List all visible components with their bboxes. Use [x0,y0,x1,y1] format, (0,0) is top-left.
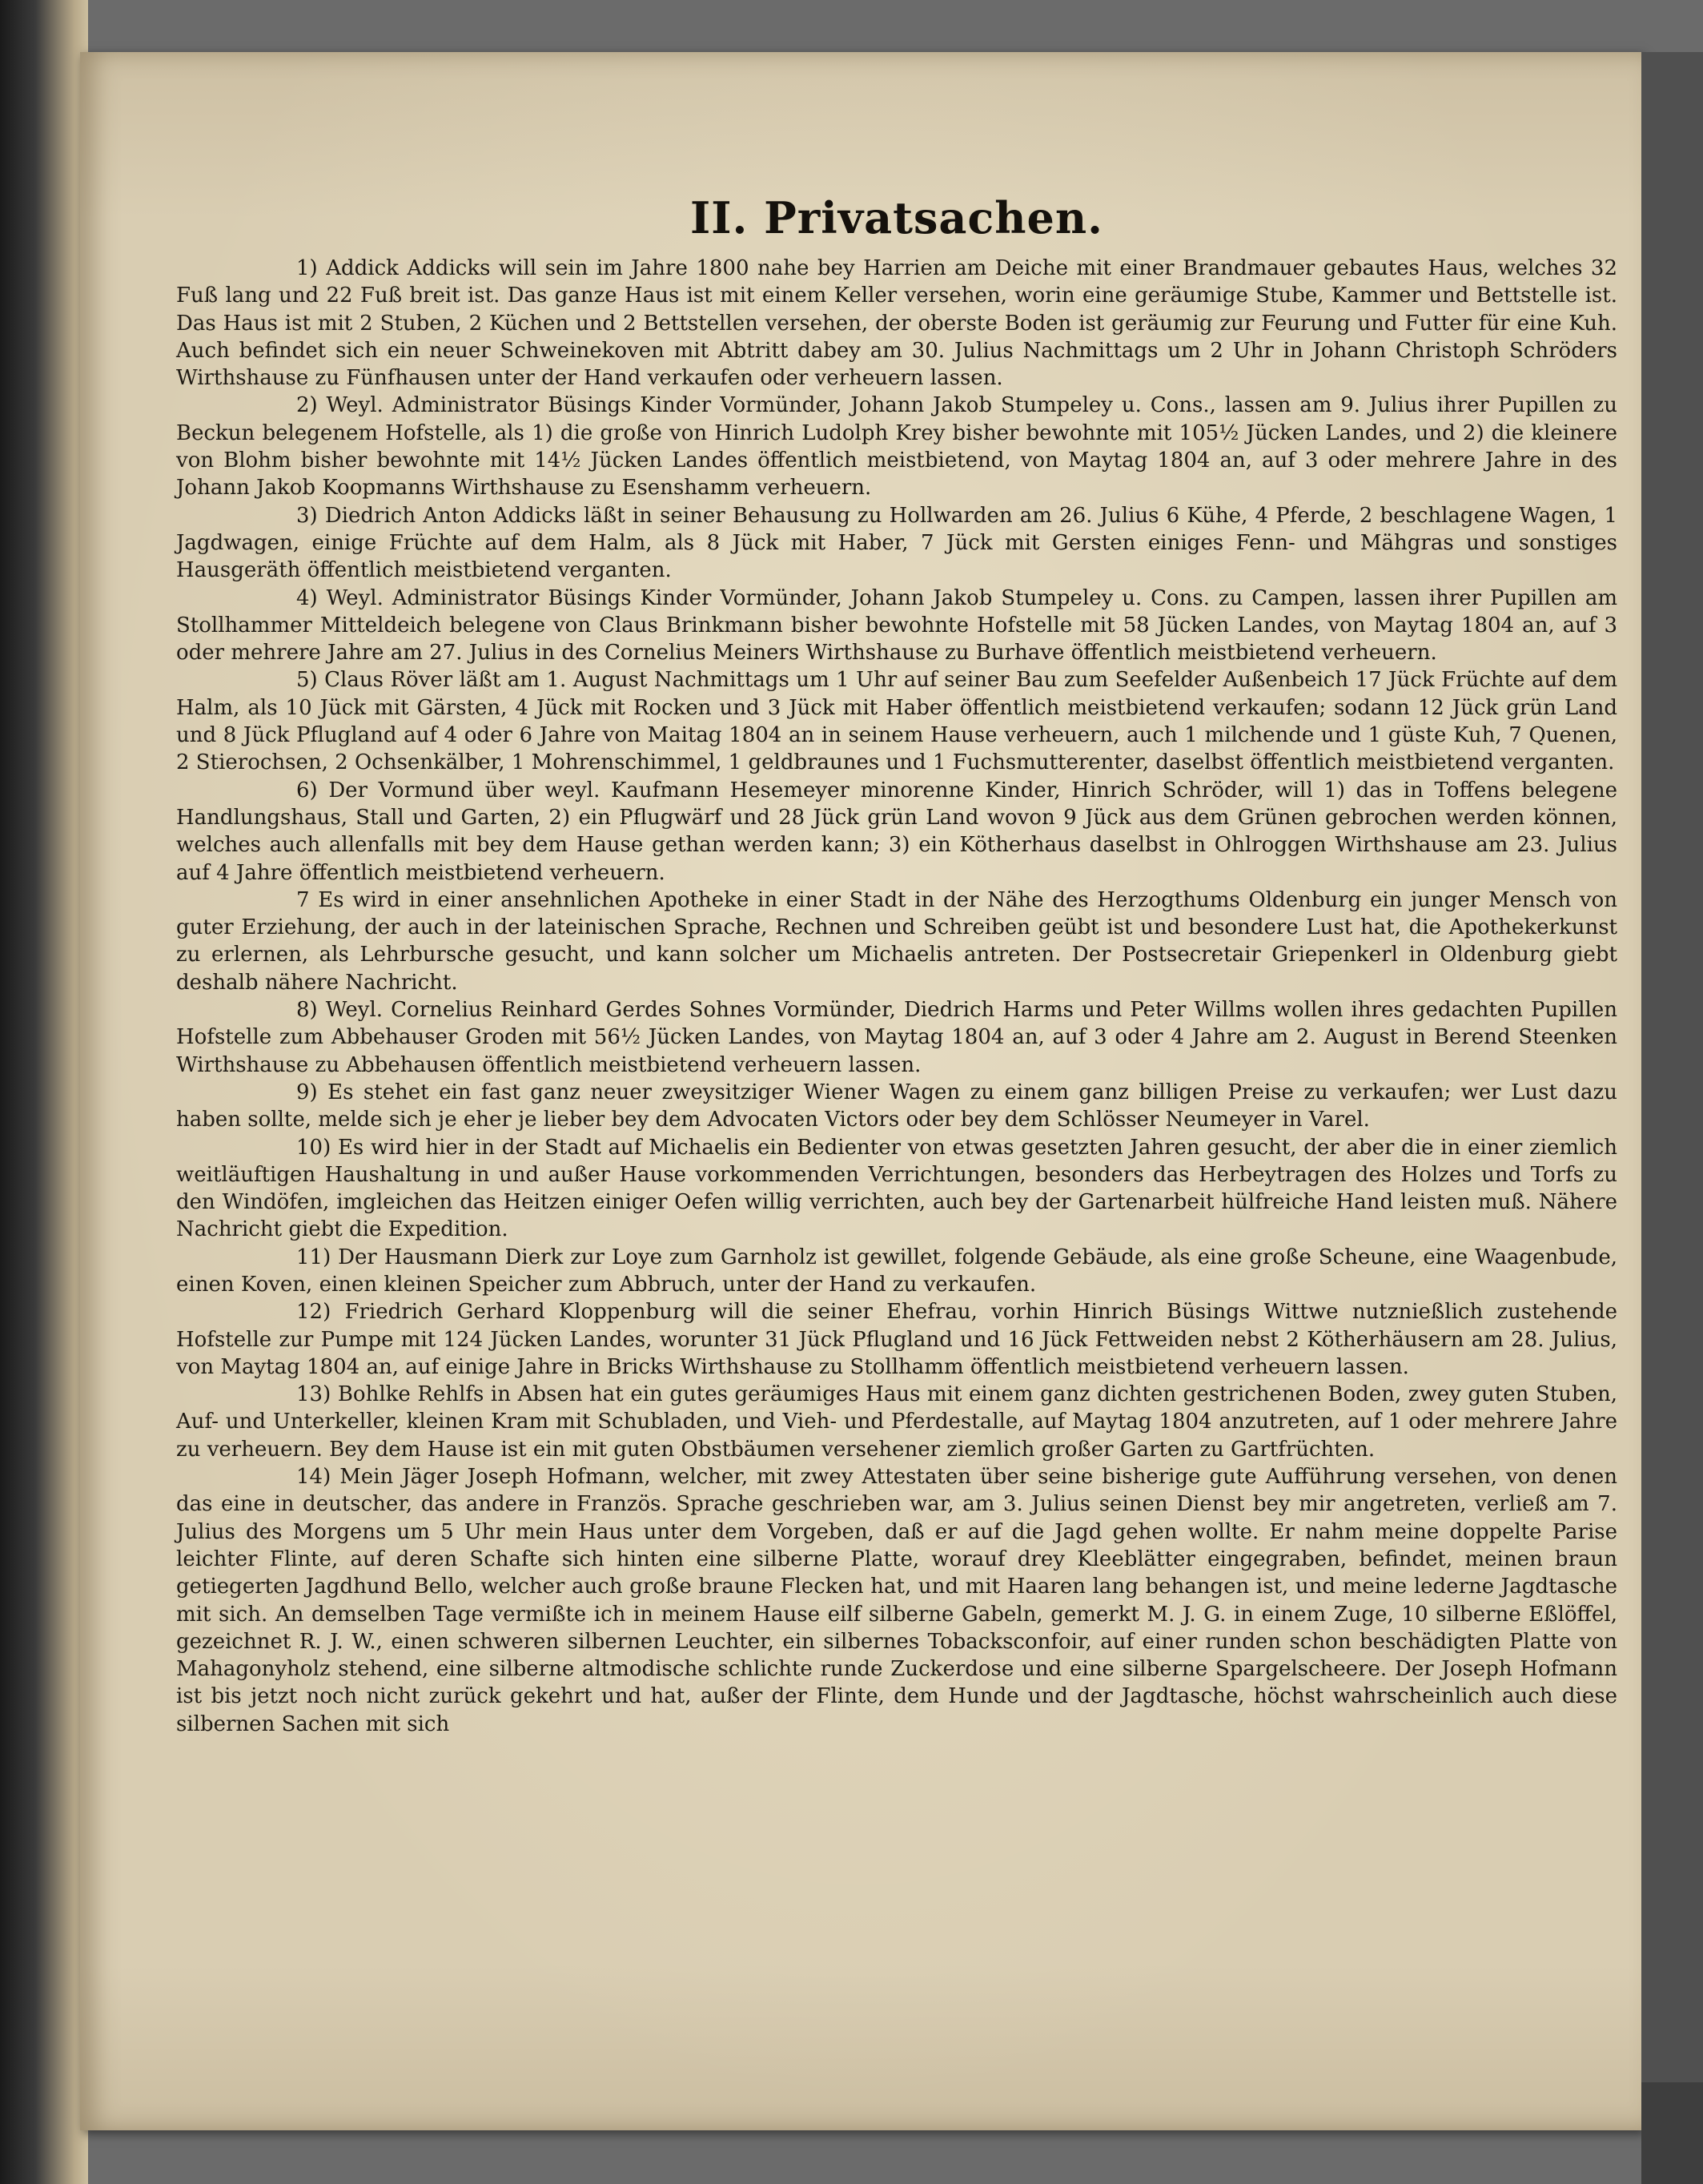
page-right-margin [1641,52,1703,2130]
entry-10: 10) Es wird hier in der Stadt auf Michaelis ein Bedienter von etwas gesetzten Jahren gesucht, der aber die in einer ziemlich weitläuftigen Haushaltung in und außer Hause vorkommenden Verrichtungen, besonders das Herbeytragen des Holzes und Torfs zu den Windöfen, imgleichen das Heitzen einiger Oefen willig verrichten, auch bey der Gartenarbeit hülfreiche Hand leisten muß. Nähere Nachricht giebt die Expedition. [176,1135,1617,1242]
book-spine-shadow [0,0,88,2184]
entry-14: 14) Mein Jäger Joseph Hofmann, welcher, mit zwey Attestaten über seine bisherige gute Aufführung versehen, von denen das eine in deutscher, das andere in Französ. Sprache geschrieben war, am 3. Julius seinen Dienst bey mir angetreten, verließ am 7. Julius des Morgens um 5 Uhr mein Haus unter dem Vorgeben, daß er auf die Jagd gehen wollte. Er nahm meine doppelte Parise leichter Flinte, auf deren Schafte sich hinten eine silberne Platte, worauf drey Kleeblätter eingegraben, befindet, meinen braun getiegerten Jagdhund Bello, welcher auch große braune Flecken hat, und mit Haaren lang behangen ist, und meine lederne Jagdtasche mit sich. An demselben Tage vermißte ich in meinem Hause eilf silberne Gabeln, gemerkt M. J. G. in einem Zuge, 10 silberne Eßlöffel, gezeichnet R. J. W., einen schweren silbernen Leuchter, ein silbernes Tobacksconfoir, auf einer runden schon beschädigten Platte von Mahagonyholz stehend, eine silberne altmodische schlichte runde Zuckerdose und eine silberne Spargelscheere. Der Joseph Hofmann ist bis jetzt noch nicht zurück gekehrt und hat, außer der Flinte, dem Hunde und der Jagdtasche, höchst wahrscheinlich auch diese silbernen Sachen mit sich [176,1465,1617,1736]
entry-4: 4) Weyl. Administrator Büsings Kinder Vormünder, Johann Jakob Stumpeley u. Cons. zu Campen, lassen ihrer Pupillen am Stollhammer Mitteldeich belegene von Claus Brinkmann bisher bewohnte Hofstelle mit 58 Jücken Landes, von Maytag 1804 an, auf 3 oder mehrere Jahre am 27. Julius in des Cornelius Meiners Wirthshause zu Burhave öffentlich meistbietend verheuern. [176,585,1617,666]
text-block [176,192,1617,1738]
entry-1: 1) Addick Addicks will sein im Jahre 1800 nahe bey Harrien am Deiche mit einer Brandmauer gebautes Haus, welches 32 Fuß lang und 22 Fuß breit ist. Das ganze Haus ist mit einem Keller versehen, worin eine geräumige Stube, Kammer und Bettstelle ist. Das Haus ist mit 2 Stuben, 2 Küchen und 2 Bettstellen versehen, der oberste Boden ist geräumig zur Feurung und Futter für eine Kuh. Auch befindet sich ein neuer Schweinekoven mit Abtritt dabey am 30. Julius Nachmittags um 2 Uhr in Johann Christoph Schröders Wirthshause zu Fünfhausen unter der Hand verkaufen oder verheuern lassen. [176,256,1617,391]
entry-7: 7 Es wird in einer ansehnlichen Apotheke in einer Stadt in der Nähe des Herzogthums Oldenburg ein junger Mensch von guter Erziehung, der auch in der lateinischen Sprache, Rechnen und Schreiben geübt ist und besondere Lust hat, die Apothekerkunst zu erlernen, als Lehrbursche gesucht, und kann solcher um Michaelis antreten. Der Postsecretair Griepenkerl in Oldenburg giebt deshalb nähere Nachricht. [176,887,1617,995]
entry-3: 3) Diedrich Anton Addicks läßt in seiner Behausung zu Hollwarden am 26. Julius 6 Kühe, 4 Pferde, 2 beschlagene Wagen, 1 Jagdwagen, einige Früchte auf dem Halm, als 8 Jück mit Haber, 7 Jück mit Gersten einiges Fenn- und Mähgras und sonstiges Hausgeräth öffentlich meistbietend verganten. [176,503,1617,583]
entry-13: 13) Bohlke Rehlfs in Absen hat ein gutes geräumiges Haus mit einem ganz dichten gestrichenen Boden, zwey guten Stuben, Auf- und Unterkeller, kleinen Kram mit Schubladen, und Vieh- und Pferdestalle, auf Maytag 1804 anzutreten, auf 1 oder mehrere Jahre zu verheuern. Bey dem Hause ist ein mit guten Obstbäumen versehener ziemlich großer Garten zu Gartfrüchten. [176,1382,1617,1462]
entry-6: 6) Der Vormund über weyl. Kaufmann Hesemeyer minorenne Kinder, Hinrich Schröder, will 1) das in Toffens belegene Handlungshaus, Stall und Garten, 2) ein Pflugwärf und 28 Jück grün Land wovon 9 Jück aus dem Grünen gebrochen werden können, welches auch allenfalls mit bey dem Hause gethan werden kann; 3) ein Kötherhaus daselbst in Ohlroggen Wirthshause am 23. Julius auf 4 Jahre öffentlich meistbietend verheuern. [176,778,1617,885]
entry-8: 8) Weyl. Cornelius Reinhard Gerdes Sohnes Vormünder, Diedrich Harms und Peter Willms wollen ihres gedachten Pupillen Hofstelle zum Abbehauser Groden mit 56½ Jücken Landes, von Maytag 1804 an, auf 3 oder 4 Jahre am 2. August in Berend Steenken Wirthshause zu Abbehausen öffentlich meistbietend verheuern lassen. [176,998,1617,1077]
page-stack-corner [1641,2082,1703,2184]
entry-5: 5) Claus Röver läßt am 1. August Nachmittags um 1 Uhr auf seiner Bau zum Seefelder Außenbeich 17 Jück Früchte auf dem Halm, als 10 Jück mit Gärsten, 4 Jück mit Rocken und 3 Jück mit Haber öffentlich meistbietend verkaufen; sodann 12 Jück grün Land und 8 Jück Pflugland auf 4 oder 6 Jahre von Maitag 1804 an in seinem Hause verheuern, auch 1 milchende und 1 güste Kuh, 7 Quenen, 2 Stierochsen, 2 Ochsenkälber, 1 Mohrenschimmel, 1 geldbraunes und 1 Fuchsmutterenter, daselbst öffentlich meistbietend verganten. [176,668,1617,775]
entry-2: 2) Weyl. Administrator Büsings Kinder Vormünder, Johann Jakob Stumpeley u. Cons., lassen am 9. Julius ihrer Pupillen zu Beckun belegenem Hofstelle, als 1) die große von Hinrich Ludolph Krey bisher bewohnte mit 105½ Jücken Landes, und 2) die kleinere von Blohm bisher bewohnte mit 14½ Jücken Landes öffentlich meistbietend, von Maytag 1804 an, auf 3 oder mehrere Jahre in des Johann Jakob Koopmanns Wirthshause zu Esenshamm verheuern. [176,393,1617,501]
entry-12: 12) Friedrich Gerhard Kloppenburg will die seiner Ehefrau, vorhin Hinrich Büsings Wittwe nutznießlich zustehende Hofstelle zur Pumpe mit 124 Jücken Landes, worunter 31 Jück Pflugland und 16 Jück Fettweiden nebst 2 Kötherhäusern am 28. Julius, von Maytag 1804 an, auf einige Jahre in Bricks Wirthshause zu Stollhamm öffentlich meistbietend verheuern lassen. [176,1300,1617,1379]
entry-9: 9) Es stehet ein fast ganz neuer zweysitziger Wiener Wagen zu einem ganz billigen Preise zu verkaufen; wer Lust dazu haben sollte, melde sich je eher je lieber bey dem Advocaten Victors oder bey dem Schlösser Neumeyer in Varel. [176,1080,1617,1132]
section-title: II. Privatsachen. [690,192,1103,243]
entry-11: 11) Der Hausmann Dierk zur Loye zum Garnholz ist gewillet, folgende Gebäude, als eine große Scheune, eine Waagenbude, einen Koven, einen kleinen Speicher zum Abbruch, unter der Hand zu verkaufen. [176,1245,1617,1297]
